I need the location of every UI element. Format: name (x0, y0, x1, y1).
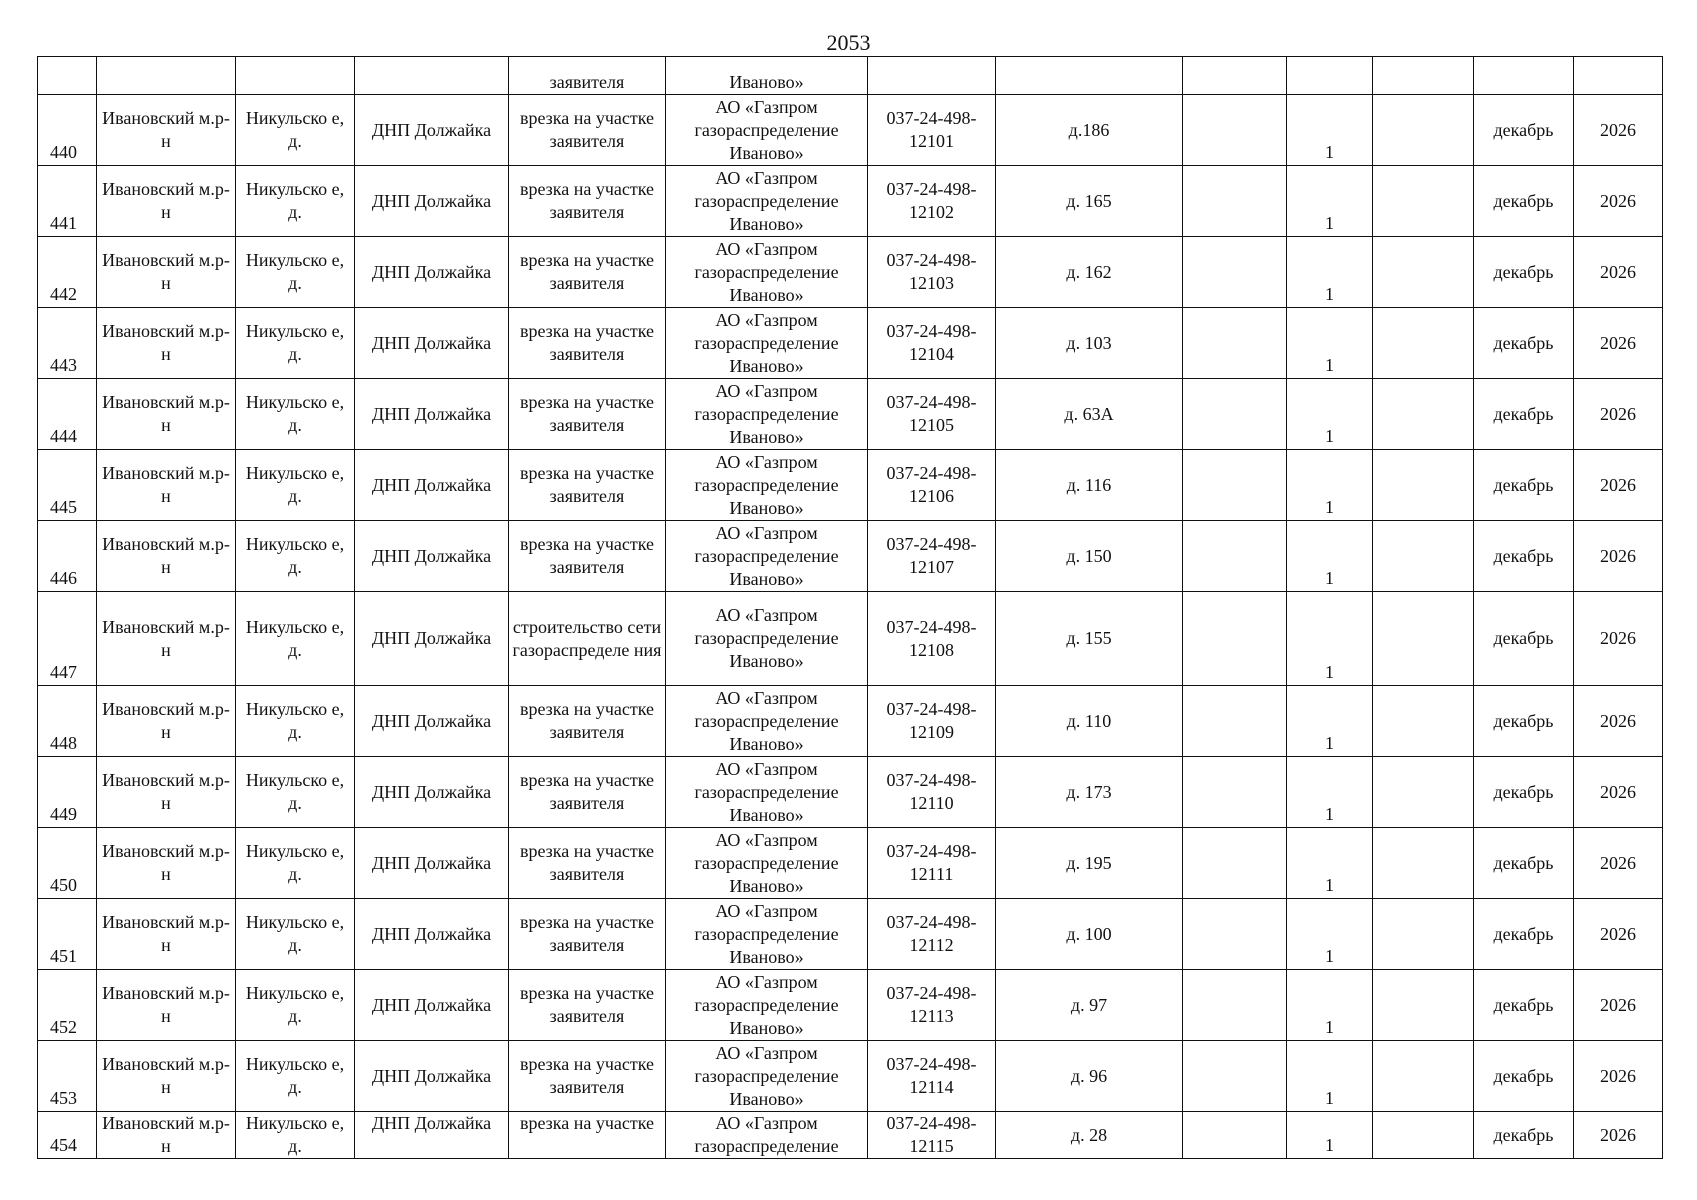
cell-empty (1183, 1112, 1287, 1159)
cell-district: Ивановский м.р-н (97, 592, 236, 686)
table-row (38, 1041, 1663, 1112)
table-row (38, 308, 1663, 379)
cell-district: Ивановский м.р-н (97, 970, 236, 1041)
cell-district: Ивановский м.р-н (97, 166, 236, 237)
table-row (38, 237, 1663, 308)
cell-address: д. 165 (996, 166, 1183, 237)
cell-year (1574, 57, 1663, 95)
cell-num: 450 (38, 828, 97, 899)
cell-empty (1183, 57, 1287, 95)
cell-type: врезка на участке заявителя (509, 828, 666, 899)
cell-type: врезка на участке заявителя (509, 521, 666, 592)
cell-address: д. 110 (996, 686, 1183, 757)
cell-year: 2026 (1574, 757, 1663, 828)
cell-district: Ивановский м.р-н (97, 308, 236, 379)
cell-month: декабрь (1474, 450, 1574, 521)
cell-org: АО «Газпром газораспределение Иваново» (666, 899, 868, 970)
cell-settlement: ДНП Должайка (355, 1041, 509, 1112)
cell-locality: Никульско е, д. (236, 379, 355, 450)
cell-empty (1183, 237, 1287, 308)
cell-qty: 1 (1287, 166, 1373, 237)
cell-org: Иваново» (666, 57, 868, 95)
cell-month: декабрь (1474, 899, 1574, 970)
cell-address: д. 116 (996, 450, 1183, 521)
cell-empty (1373, 521, 1474, 592)
cell-district: Ивановский м.р-н (97, 379, 236, 450)
table-row (38, 95, 1663, 166)
cell-type: врезка на участке заявителя (509, 1041, 666, 1112)
cell-org: АО «Газпром газораспределение Иваново» (666, 686, 868, 757)
cell-empty (1183, 899, 1287, 970)
cell-qty: 1 (1287, 308, 1373, 379)
cell-org: АО «Газпром газораспределение Иваново» (666, 970, 868, 1041)
cell-empty (1373, 1041, 1474, 1112)
cell-locality: Никульско е, д. (236, 686, 355, 757)
cell-year: 2026 (1574, 828, 1663, 899)
cell-num: 452 (38, 970, 97, 1041)
table-row (38, 828, 1663, 899)
cell-year: 2026 (1574, 970, 1663, 1041)
cell-empty (1373, 686, 1474, 757)
cell-code: 037-24-498- 12106 (868, 450, 996, 521)
cell-type: врезка на участке заявителя (509, 686, 666, 757)
cell-address: д. 100 (996, 899, 1183, 970)
cell-address: д. 103 (996, 308, 1183, 379)
cell-qty: 1 (1287, 237, 1373, 308)
cell-num: 442 (38, 237, 97, 308)
table-row (38, 521, 1663, 592)
cell-locality: Никульско е, д. (236, 592, 355, 686)
cell-code: 037-24-498- 12112 (868, 899, 996, 970)
cell-qty: 1 (1287, 450, 1373, 521)
cell-month: декабрь (1474, 308, 1574, 379)
cell-year: 2026 (1574, 450, 1663, 521)
cell-num: 448 (38, 686, 97, 757)
cell-settlement: ДНП Должайка (355, 686, 509, 757)
cell-empty (1373, 379, 1474, 450)
cell-org: АО «Газпром газораспределение Иваново» (666, 757, 868, 828)
cell-code: 037-24-498- 12103 (868, 237, 996, 308)
cell-empty (1373, 757, 1474, 828)
cell-code: 037-24-498- 12105 (868, 379, 996, 450)
cell-org: АО «Газпром газораспределение (666, 1112, 868, 1159)
cell-locality: Никульско е, д. (236, 970, 355, 1041)
cell-org: АО «Газпром газораспределение Иваново» (666, 237, 868, 308)
cell-qty: 1 (1287, 828, 1373, 899)
cell-district: Ивановский м.р-н (97, 1041, 236, 1112)
cell-code: 037-24-498- 12108 (868, 592, 996, 686)
cell-num: 446 (38, 521, 97, 592)
cell-locality: Никульско е, д. (236, 237, 355, 308)
cell-empty (1183, 686, 1287, 757)
cell-month: декабрь (1474, 521, 1574, 592)
cell-qty: 1 (1287, 592, 1373, 686)
cell-address: д. 155 (996, 592, 1183, 686)
cell-org: АО «Газпром газораспределение Иваново» (666, 592, 868, 686)
cell-type: врезка на участке (509, 1112, 666, 1159)
table-row (38, 899, 1663, 970)
cell-month: декабрь (1474, 828, 1574, 899)
cell-code: 037-24-498- 12107 (868, 521, 996, 592)
cell-org: АО «Газпром газораспределение Иваново» (666, 308, 868, 379)
cell-type: врезка на участке заявителя (509, 166, 666, 237)
cell-num: 444 (38, 379, 97, 450)
cell-settlement: ДНП Должайка (355, 237, 509, 308)
cell-settlement: ДНП Должайка (355, 1112, 509, 1159)
cell-empty (1373, 95, 1474, 166)
cell-code: 037-24-498- 12111 (868, 828, 996, 899)
cell-district (97, 57, 236, 95)
cell-empty (1183, 308, 1287, 379)
cell-qty: 1 (1287, 757, 1373, 828)
cell-address: д. 63А (996, 379, 1183, 450)
cell-year: 2026 (1574, 237, 1663, 308)
cell-settlement: ДНП Должайка (355, 521, 509, 592)
cell-empty (1373, 592, 1474, 686)
cell-empty (1183, 379, 1287, 450)
cell-qty: 1 (1287, 95, 1373, 166)
cell-empty (1373, 1112, 1474, 1159)
cell-month: декабрь (1474, 1112, 1574, 1159)
cell-year: 2026 (1574, 521, 1663, 592)
cell-district: Ивановский м.р-н (97, 95, 236, 166)
table-row-continuation (38, 57, 1663, 95)
cell-empty (1373, 308, 1474, 379)
cell-address: д. 97 (996, 970, 1183, 1041)
cell-empty (1183, 166, 1287, 237)
cell-qty: 1 (1287, 379, 1373, 450)
cell-type: врезка на участке заявителя (509, 379, 666, 450)
cell-org: АО «Газпром газораспределение Иваново» (666, 166, 868, 237)
cell-month: декабрь (1474, 592, 1574, 686)
cell-empty (1183, 592, 1287, 686)
cell-year: 2026 (1574, 308, 1663, 379)
cell-settlement: ДНП Должайка (355, 970, 509, 1041)
cell-settlement: ДНП Должайка (355, 450, 509, 521)
cell-locality (236, 57, 355, 95)
cell-num: 447 (38, 592, 97, 686)
cell-district: Ивановский м.р-н (97, 757, 236, 828)
cell-empty (1373, 828, 1474, 899)
cell-settlement (355, 57, 509, 95)
cell-num: 441 (38, 166, 97, 237)
cell-year: 2026 (1574, 1041, 1663, 1112)
cell-locality: Никульско е, д. (236, 1041, 355, 1112)
cell-org: АО «Газпром газораспределение Иваново» (666, 450, 868, 521)
cell-locality: Никульско е, д. (236, 899, 355, 970)
cell-address: д. 195 (996, 828, 1183, 899)
cell-empty (1183, 450, 1287, 521)
cell-month: декабрь (1474, 1041, 1574, 1112)
cell-code (868, 57, 996, 95)
table-row (38, 379, 1663, 450)
cell-qty: 1 (1287, 1112, 1373, 1159)
cell-type: врезка на участке заявителя (509, 899, 666, 970)
cell-locality: Никульско е, д. (236, 1112, 355, 1159)
cell-settlement: ДНП Должайка (355, 166, 509, 237)
cell-address: д. 28 (996, 1112, 1183, 1159)
cell-locality: Никульско е, д. (236, 450, 355, 521)
cell-year: 2026 (1574, 1112, 1663, 1159)
table-row (38, 450, 1663, 521)
cell-settlement: ДНП Должайка (355, 757, 509, 828)
cell-type: врезка на участке заявителя (509, 757, 666, 828)
cell-month (1474, 57, 1574, 95)
cell-locality: Никульско е, д. (236, 166, 355, 237)
cell-month: декабрь (1474, 379, 1574, 450)
cell-org: АО «Газпром газораспределение Иваново» (666, 828, 868, 899)
cell-num: 453 (38, 1041, 97, 1112)
cell-year: 2026 (1574, 686, 1663, 757)
cell-qty: 1 (1287, 686, 1373, 757)
cell-type: врезка на участке заявителя (509, 970, 666, 1041)
cell-address (996, 57, 1183, 95)
cell-code: 037-24-498- 12114 (868, 1041, 996, 1112)
table-row (38, 757, 1663, 828)
cell-org: АО «Газпром газораспределение Иваново» (666, 521, 868, 592)
cell-org: АО «Газпром газораспределение Иваново» (666, 379, 868, 450)
table-row (38, 592, 1663, 686)
cell-month: декабрь (1474, 686, 1574, 757)
table-row (38, 166, 1663, 237)
cell-locality: Никульско е, д. (236, 757, 355, 828)
cell-address: д. 162 (996, 237, 1183, 308)
cell-code: 037-24-498- 12102 (868, 166, 996, 237)
cell-year: 2026 (1574, 95, 1663, 166)
cell-year: 2026 (1574, 379, 1663, 450)
cell-address: д. 150 (996, 521, 1183, 592)
cell-empty (1373, 166, 1474, 237)
cell-district: Ивановский м.р-н (97, 450, 236, 521)
cell-year: 2026 (1574, 166, 1663, 237)
cell-locality: Никульско е, д. (236, 95, 355, 166)
page-number: 2053 (826, 30, 871, 55)
cell-district: Ивановский м.р-н (97, 686, 236, 757)
cell-type: строительство сети газораспределе ния (509, 592, 666, 686)
table-row (38, 970, 1663, 1041)
cell-type: врезка на участке заявителя (509, 308, 666, 379)
cell-empty (1373, 899, 1474, 970)
cell-month: декабрь (1474, 757, 1574, 828)
cell-num: 449 (38, 757, 97, 828)
cell-num: 445 (38, 450, 97, 521)
cell-empty (1183, 521, 1287, 592)
cell-empty (1373, 450, 1474, 521)
cell-district: Ивановский м.р-н (97, 899, 236, 970)
cell-address: д. 173 (996, 757, 1183, 828)
cell-type: врезка на участке заявителя (509, 450, 666, 521)
cell-code: 037-24-498- 12113 (868, 970, 996, 1041)
cell-num: 443 (38, 308, 97, 379)
cell-year: 2026 (1574, 899, 1663, 970)
cell-address: д. 96 (996, 1041, 1183, 1112)
cell-settlement: ДНП Должайка (355, 592, 509, 686)
cell-empty (1183, 757, 1287, 828)
cell-empty (1373, 237, 1474, 308)
cell-code: 037-24-498- 12110 (868, 757, 996, 828)
cell-month: декабрь (1474, 95, 1574, 166)
registry-table (37, 56, 1663, 1159)
cell-settlement: ДНП Должайка (355, 308, 509, 379)
cell-empty (1183, 1041, 1287, 1112)
cell-year: 2026 (1574, 592, 1663, 686)
cell-settlement: ДНП Должайка (355, 379, 509, 450)
cell-qty: 1 (1287, 899, 1373, 970)
cell-empty (1183, 95, 1287, 166)
cell-org: АО «Газпром газораспределение Иваново» (666, 1041, 868, 1112)
cell-type: врезка на участке заявителя (509, 95, 666, 166)
cell-code: 037-24-498- 12109 (868, 686, 996, 757)
cell-qty: 1 (1287, 970, 1373, 1041)
cell-month: декабрь (1474, 166, 1574, 237)
cell-qty (1287, 57, 1373, 95)
cell-empty (1183, 828, 1287, 899)
cell-address: д.186 (996, 95, 1183, 166)
cell-month: декабрь (1474, 237, 1574, 308)
cell-locality: Никульско е, д. (236, 828, 355, 899)
cell-district: Ивановский м.р-н (97, 237, 236, 308)
cell-qty: 1 (1287, 521, 1373, 592)
cell-month: декабрь (1474, 970, 1574, 1041)
cell-num (38, 57, 97, 95)
cell-num: 440 (38, 95, 97, 166)
table-row (38, 1112, 1663, 1159)
cell-settlement: ДНП Должайка (355, 828, 509, 899)
cell-num: 454 (38, 1112, 97, 1159)
cell-empty (1183, 970, 1287, 1041)
cell-qty: 1 (1287, 1041, 1373, 1112)
cell-num: 451 (38, 899, 97, 970)
cell-district: Ивановский м.р-н (97, 828, 236, 899)
cell-settlement: ДНП Должайка (355, 95, 509, 166)
cell-org: АО «Газпром газораспределение Иваново» (666, 95, 868, 166)
cell-locality: Никульско е, д. (236, 521, 355, 592)
cell-code: 037-24-498- 12104 (868, 308, 996, 379)
cell-type: врезка на участке заявителя (509, 237, 666, 308)
cell-locality: Никульско е, д. (236, 308, 355, 379)
cell-settlement: ДНП Должайка (355, 899, 509, 970)
cell-type: заявителя (509, 57, 666, 95)
cell-empty (1373, 970, 1474, 1041)
cell-code: 037-24-498- 12115 (868, 1112, 996, 1159)
cell-district: Ивановский м.р-н (97, 1112, 236, 1159)
cell-code: 037-24-498- 12101 (868, 95, 996, 166)
cell-district: Ивановский м.р-н (97, 521, 236, 592)
cell-empty (1373, 57, 1474, 95)
table-row (38, 686, 1663, 757)
